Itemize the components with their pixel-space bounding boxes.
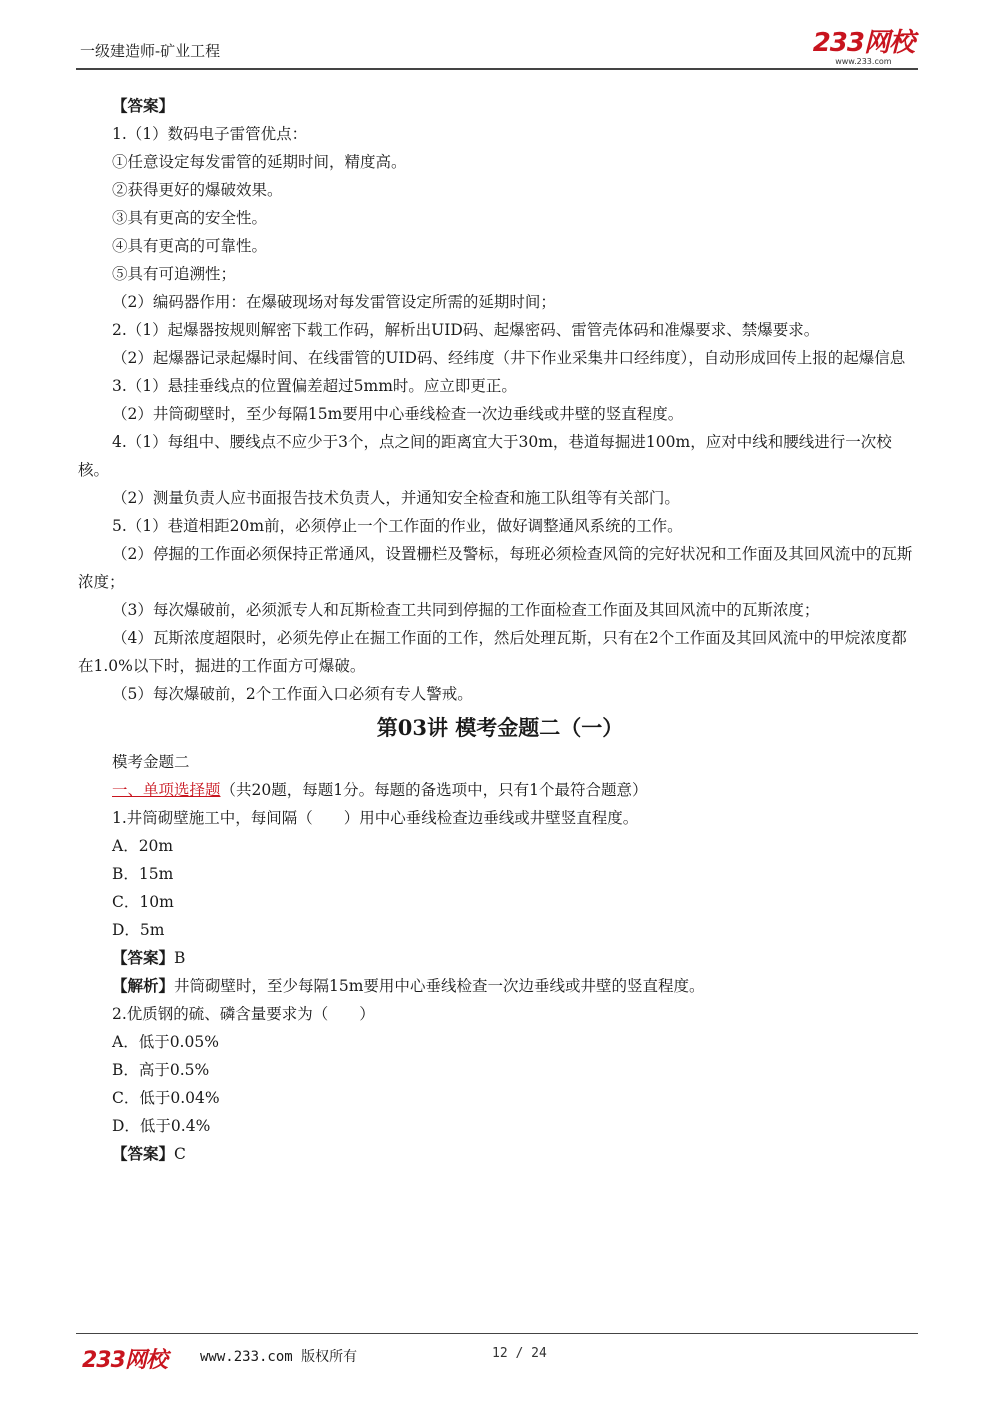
answer-line: ①任意设定每发雷管的延期时间，精度高。 [112, 153, 407, 171]
answer-line: （3）每次爆破前，必须派专人和瓦斯检查工共同到停掘的工作面检查工作面及其回风流中的瓦斯浓度； [112, 601, 820, 619]
section-heading: 第03讲 模考金题二（一） [376, 715, 624, 740]
question-option: B．15m [112, 865, 174, 883]
question-option: D．低于0.4% [112, 1117, 211, 1135]
page-number: 12 / 24 [492, 1346, 547, 1361]
answer-line: ⑤具有可追溯性； [112, 265, 237, 283]
answer-line: （4）瓦斯浓度超限时，必须先停止在掘工作面的工作，然后处理瓦斯，只有在2个工作面及其回风流中的甲烷浓度都在1.0%以下时，掘进的工作面方可爆破。 [78, 629, 907, 675]
answer-line: 1.（1）数码电子雷管优点： [112, 125, 308, 143]
answer-line: （2）停掘的工作面必须保持正常通风，设置栅栏及警标，每班必须检查风筒的完好状况和工作面及其回风流中的瓦斯浓度； [78, 545, 913, 591]
header-title: 一级建造师-矿业工程 [80, 42, 221, 60]
question-stem: 1.井筒砌壁施工中，每间隔（ ）用中心垂线检查边垂线或井壁竖直程度。 [112, 809, 639, 827]
question-answer: 【答案】C [112, 1144, 186, 1163]
question-option: A．低于0.05% [112, 1033, 219, 1051]
answer-line: （2）井筒砌壁时，至少每隔15m要用中心垂线检查一次边垂线或井壁的竖直程度。 [112, 405, 684, 423]
footer-site: www.233.com 版权所有 [200, 1349, 358, 1365]
header-rule [76, 68, 918, 70]
part-title-line [78, 776, 922, 804]
answer-line: 4.（1）每组中、腰线点不应少于3个，点之间的距离宜大于30m，巷道每掘进100m，应对中线和腰线进行一次校核。 [78, 433, 892, 479]
answer-line: （2）起爆器记录起爆时间、在线雷管的UID码、经纬度（井下作业采集井口经纬度），自动形成回传上报的起爆信息 [112, 349, 906, 367]
page-content [78, 92, 922, 1168]
answer-line: 3.（1）悬挂垂线点的位置偏差超过5mm时。应立即更正。 [112, 377, 517, 395]
question-analysis: 【解析】井筒砌壁时，至少每隔15m要用中心垂线检查一次边垂线或井壁的竖直程度。 [112, 976, 705, 995]
answer-line: （5）每次爆破前，2个工作面入口必须有专人警戒。 [112, 685, 473, 703]
question-option: B．高于0.5% [112, 1061, 210, 1079]
brand-logo-url: www.233.com [835, 57, 892, 66]
answer-line: ②获得更好的爆破效果。 [112, 181, 283, 199]
answer-line: ④具有更高的可靠性。 [112, 237, 268, 255]
question-answer: 【答案】B [112, 948, 186, 967]
answer-line: ③具有更高的安全性。 [112, 209, 268, 227]
section-subtitle: 模考金题二 [112, 753, 190, 771]
part-title: 一、单项选择题 [112, 781, 221, 799]
answer-line: 5.（1）巷道相距20m前，必须停止一个工作面的作业，做好调整通风系统的工作。 [112, 517, 683, 535]
answer-line: （2）测量负责人应书面报告技术负责人，并通知安全检查和施工队组等有关部门。 [112, 489, 680, 507]
answer-line: 2.（1）起爆器按规则解密下载工作码，解析出UID码、起爆密码、雷管壳体码和准爆要求、禁爆要求。 [112, 321, 820, 339]
part-note: （共20题，每题1分。每题的备选项中，只有1个最符合题意） [220, 781, 648, 799]
question-option: C．低于0.04% [112, 1089, 220, 1107]
answer-line: （2）编码器作用：在爆破现场对每发雷管设定所需的延期时间； [112, 293, 556, 311]
footer-rule [76, 1333, 918, 1334]
question-option: D．5m [112, 921, 165, 939]
page-footer [82, 1343, 918, 1373]
brand-logo [813, 30, 914, 66]
question-option: A．20m [112, 837, 174, 855]
footer-logo: 233网校 [82, 1348, 167, 1373]
answer-label: 【答案】 [112, 96, 175, 115]
question-stem: 2.优质钢的硫、磷含量要求为（ ） [112, 1005, 375, 1023]
brand-logo-text: 233网校 [812, 28, 914, 58]
question-option: C．10m [112, 893, 174, 911]
